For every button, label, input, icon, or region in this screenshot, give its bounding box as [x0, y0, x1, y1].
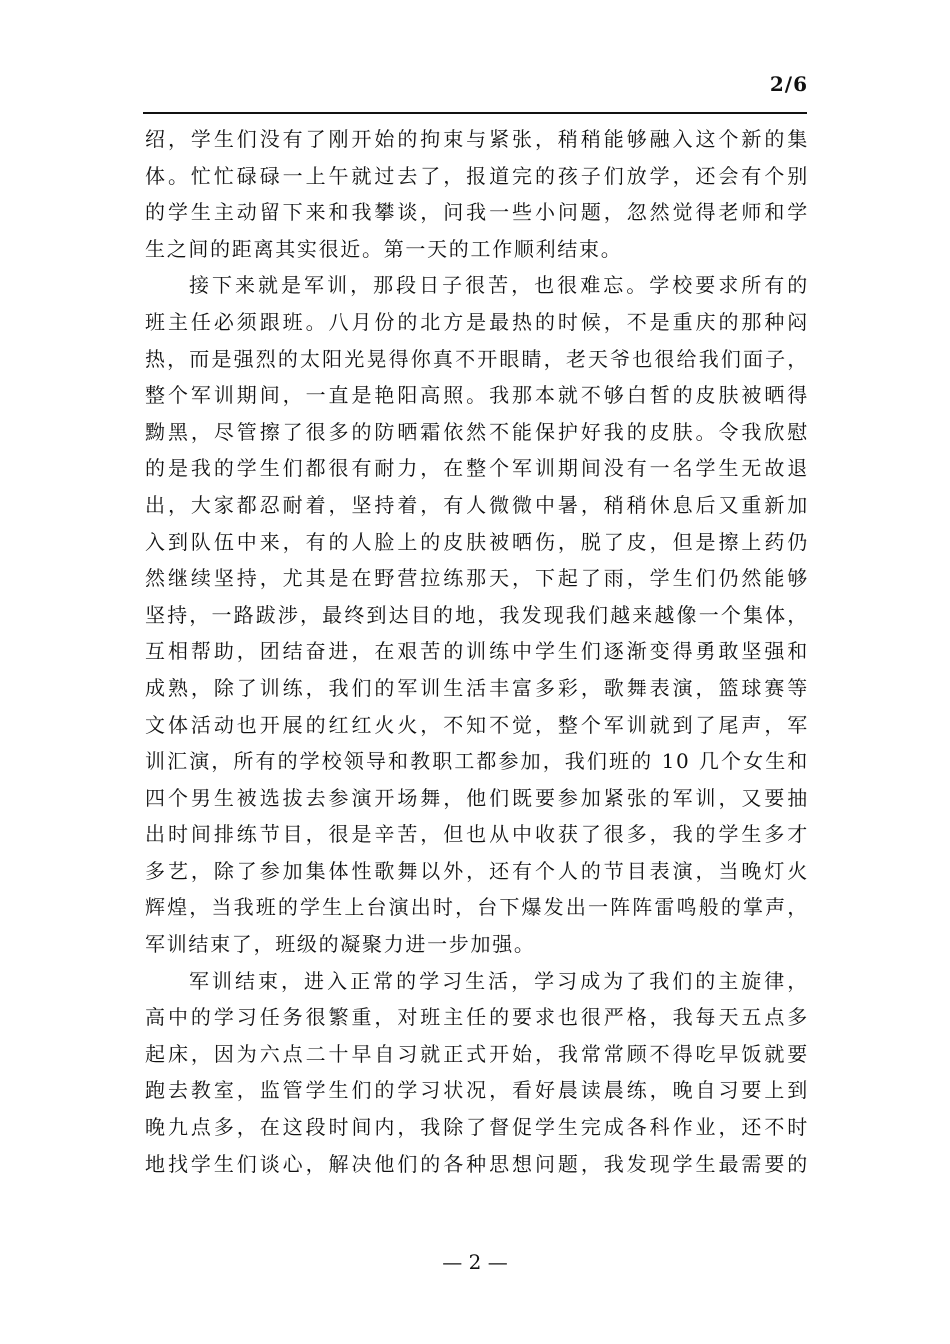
text-line: 班主任必须跟班。八月份的北方是最热的时候，不是重庆的那种闷	[145, 309, 809, 334]
text-line: 接下来就是军训，那段日子很苦，也很难忘。学校要求所有的	[189, 273, 809, 298]
text-line: 多艺，除了参加集体性歌舞以外，还有个人的节目表演，当晚灯火	[145, 858, 809, 883]
text-line: 绍，学生们没有了刚开始的拘束与紧张，稍稍能够融入这个新的集	[145, 127, 809, 151]
text-line: 地找学生们谈心，解决他们的各种思想问题，我发现学生最需要的	[145, 1151, 809, 1176]
text-line: 军训结束，进入正常的学习生活，学习成为了我们的主旋律，	[189, 968, 809, 993]
text-line: 四个男生被选拔去参演开场舞，他们既要参加紧张的军训，又要抽	[145, 785, 809, 810]
text-line: 体。忙忙碌碌一上午就过去了，报道完的孩子们放学，还会有个别	[145, 163, 809, 188]
text-line: 坚持，一路跋涉，最终到达目的地，我发现我们越来越像一个集体，	[145, 602, 809, 627]
text-line: 热，而是强烈的太阳光晃得你真不开眼睛，老天爷也很给我们面子，	[145, 346, 809, 371]
text-line: 生之间的距离其实很近。第一天的工作顺利结束。	[145, 236, 623, 261]
text-line: 高中的学习任务很繁重，对班主任的要求也很严格，我每天五点多	[145, 1005, 809, 1030]
text-line: 出，大家都忍耐着，坚持着，有人微微中暑，稍稍休息后又重新加	[145, 492, 809, 517]
text-line: 辉煌，当我班的学生上台演出时，台下爆发出一阵阵雷鸣般的掌声，	[145, 895, 809, 920]
footer-page-number: — 2 —	[442, 1250, 508, 1274]
text-line: 跑去教室，监管学生们的学习状况，看好晨读晨练，晚自习要上到	[145, 1078, 809, 1103]
paragraph-1	[145, 121, 809, 267]
document-body	[145, 121, 809, 1182]
text-line: 文体活动也开展的红红火火，不知不觉，整个军训就到了尾声，军	[145, 712, 809, 737]
text-line: 入到队伍中来，有的人脸上的皮肤被晒伤，脱了皮，但是擦上药仍	[145, 529, 809, 554]
header-divider	[143, 112, 807, 114]
page-indicator: 2/6	[769, 72, 808, 96]
text-line: 训汇演，所有的学校领导和教职工都参加，我们班的 10 几个女生和	[145, 749, 809, 774]
text-line: 起床，因为六点二十早自习就正式开始，我常常顾不得吃早饭就要	[145, 1041, 809, 1066]
paragraph-2	[145, 267, 809, 962]
text-line: 整个军训期间，一直是艳阳高照。我那本就不够白皙的皮肤被晒得	[145, 383, 809, 408]
text-line: 晚九点多，在这段时间内，我除了督促学生完成各科作业，还不时	[145, 1115, 809, 1140]
text-line: 黝黑，尽管擦了很多的防晒霜依然不能保护好我的皮肤。令我欣慰	[145, 419, 809, 444]
text-line: 的是我的学生们都很有耐力，在整个军训期间没有一名学生无故退	[145, 456, 809, 481]
text-line: 的学生主动留下来和我攀谈，问我一些小问题，忽然觉得老师和学	[145, 200, 809, 225]
text-line: 然继续坚持，尤其是在野营拉练那天，下起了雨，学生们仍然能够	[145, 566, 809, 591]
text-line: 成熟，除了训练，我们的军训生活丰富多彩，歌舞表演，篮球赛等	[145, 675, 809, 700]
text-line: 军训结束了，班级的凝聚力进一步加强。	[145, 932, 536, 957]
text-line: 出时间排练节目，很是辛苦，但也从中收获了很多，我的学生多才	[145, 822, 809, 847]
text-line: 互相帮助，团结奋进，在艰苦的训练中学生们逐渐变得勇敢坚强和	[145, 639, 809, 664]
paragraph-3	[145, 963, 809, 1183]
